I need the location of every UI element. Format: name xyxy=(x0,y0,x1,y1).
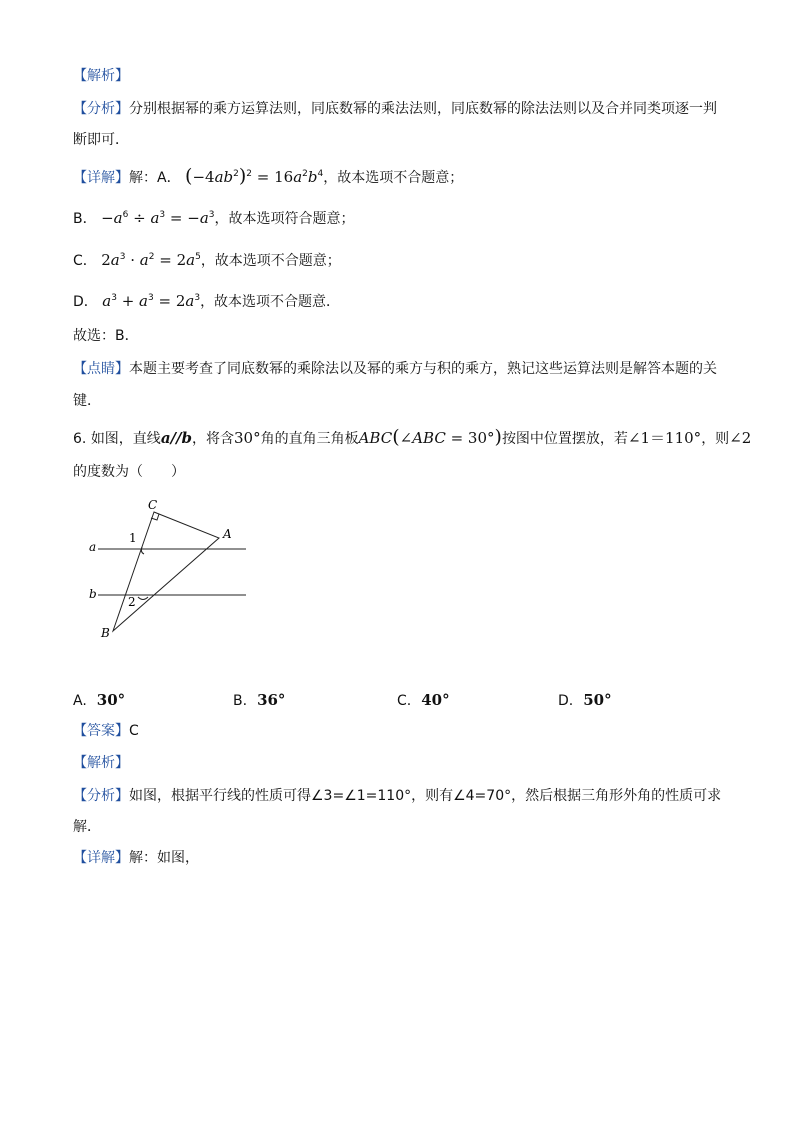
parallel-expr: a//b xyxy=(160,429,192,447)
q6-text-3: 角的直角三角板 xyxy=(260,431,359,447)
q6-text-6: 的度数为（ ） xyxy=(73,464,185,480)
analysis-line-2 xyxy=(73,130,129,150)
detail2-text: 解：如图， xyxy=(129,850,199,866)
option-d[interactable] xyxy=(558,690,612,711)
detail-line-d xyxy=(73,291,340,312)
label-line-b: b xyxy=(89,587,97,601)
detail-line-b xyxy=(73,208,355,229)
option-c-label: C． xyxy=(73,253,97,269)
formula-c: $2a^3 \cdot a^2 = 2a^5$ xyxy=(101,251,201,269)
option-b-letter: B. xyxy=(233,693,248,709)
question-6-line-1: 6. 如图，直线a//b，将含30°角的直角三角板ABC(∠ABC = 30°)按图中位置摆放，若∠1＝110°，则∠2 xyxy=(73,426,752,448)
option-c-letter: C. xyxy=(397,693,412,709)
question-6-line-2 xyxy=(73,462,185,482)
angle-2-symbol: ∠2 xyxy=(729,429,752,447)
analysis2-text: 如图，根据平行线的性质可得∠3=∠1=110°，则有∠4=70°，然后根据三角形外角的性质可求 xyxy=(129,788,722,804)
label-c: C xyxy=(148,498,158,512)
option-d-value: 50° xyxy=(583,691,612,709)
review-line-2 xyxy=(73,391,101,411)
label-angle-2: 2 xyxy=(128,595,136,609)
detail-tag: 【详解】 xyxy=(73,170,129,186)
detail-d-tail: ，故本选项不合题意． xyxy=(200,294,341,310)
answer-line xyxy=(73,721,139,741)
triangle-abc: ABC xyxy=(358,429,393,447)
option-a-value: 30° xyxy=(96,691,126,709)
triangle xyxy=(113,512,219,631)
q6-text-1: 如图，直线 xyxy=(90,431,161,447)
review-text: 本题主要考查了同底数幂的乘除法以及幂的乘方与积的乘方，熟记这些运算法则是解答本题的关 xyxy=(129,361,717,377)
option-b[interactable] xyxy=(233,690,285,711)
label-a: A xyxy=(223,527,232,541)
jiexi-tag-2: 【解析】 xyxy=(73,755,129,771)
option-d-letter: D. xyxy=(558,693,574,709)
analysis2-text-cont: 解． xyxy=(73,819,101,835)
label-line-a: a xyxy=(89,540,97,554)
angle-1-arc xyxy=(141,547,144,554)
formula-d: $a^3 + a^3 = 2a^3$ xyxy=(102,292,201,310)
angle-2-arc xyxy=(138,597,148,600)
analysis-tag-2: 【分析】 xyxy=(73,788,129,804)
geometry-figure xyxy=(80,495,260,650)
detail-tag-2: 【详解】 xyxy=(73,850,129,866)
detail-line-a xyxy=(73,166,463,188)
analysis-line-1 xyxy=(73,99,717,119)
option-a[interactable] xyxy=(73,690,125,711)
q6-text-5: ，则 xyxy=(701,431,730,447)
review-line-1 xyxy=(73,359,717,379)
detail-line-c xyxy=(73,250,341,271)
detail-a-tail: ，故本选项不合题意； xyxy=(323,170,464,186)
choose-text: 故选：B． xyxy=(73,328,139,344)
detail-prefix: 解： xyxy=(129,170,157,186)
option-d-label: D． xyxy=(73,294,98,310)
option-a-label: A． xyxy=(157,170,181,186)
answer-value: C xyxy=(129,723,139,739)
review-text-cont: 键． xyxy=(73,393,101,409)
detail-b-tail: ，故本选项符合题意； xyxy=(214,211,355,227)
analysis-tag: 【分析】 xyxy=(73,101,129,117)
label-b: B xyxy=(101,626,110,640)
choose-line xyxy=(73,326,139,346)
jiexi-tag: 【解析】 xyxy=(73,68,129,84)
analysis2-line-2 xyxy=(73,817,101,837)
label-angle-1: 1 xyxy=(129,531,137,545)
option-a-letter: A. xyxy=(73,693,87,709)
deg-30: 30° xyxy=(233,429,261,447)
detail2-line xyxy=(73,848,199,868)
option-b-label: B． xyxy=(73,211,97,227)
formula-a: $(-4ab^2)^2 = 16a^2b^4$ xyxy=(185,165,324,187)
question-number: 6. xyxy=(73,431,87,447)
analysis2-line-1 xyxy=(73,786,721,806)
q6-text-4: 按图中位置摆放，若 xyxy=(501,431,628,447)
answer-tag: 【答案】 xyxy=(73,723,129,739)
q6-text-2: ，将含 xyxy=(191,431,234,447)
detail-c-tail: ，故本选项不合题意； xyxy=(200,253,341,269)
option-b-value: 36° xyxy=(257,691,286,709)
analysis-text: 分别根据幂的乘方运算法则，同底数幂的乘法法则，同底数幂的除法法则以及合并同类项逐一判 xyxy=(129,101,717,117)
analysis-text-cont: 断即可． xyxy=(73,132,129,148)
option-c[interactable] xyxy=(397,690,450,711)
angle-1-value: ∠1＝110° xyxy=(627,429,702,447)
section-jiexi-1 xyxy=(73,66,129,86)
section-jiexi-2 xyxy=(73,753,129,773)
review-tag: 【点睛】 xyxy=(73,361,129,377)
option-c-value: 40° xyxy=(421,691,450,709)
formula-b: $-a^6 \div a^3 = -a^3$ xyxy=(101,209,215,227)
